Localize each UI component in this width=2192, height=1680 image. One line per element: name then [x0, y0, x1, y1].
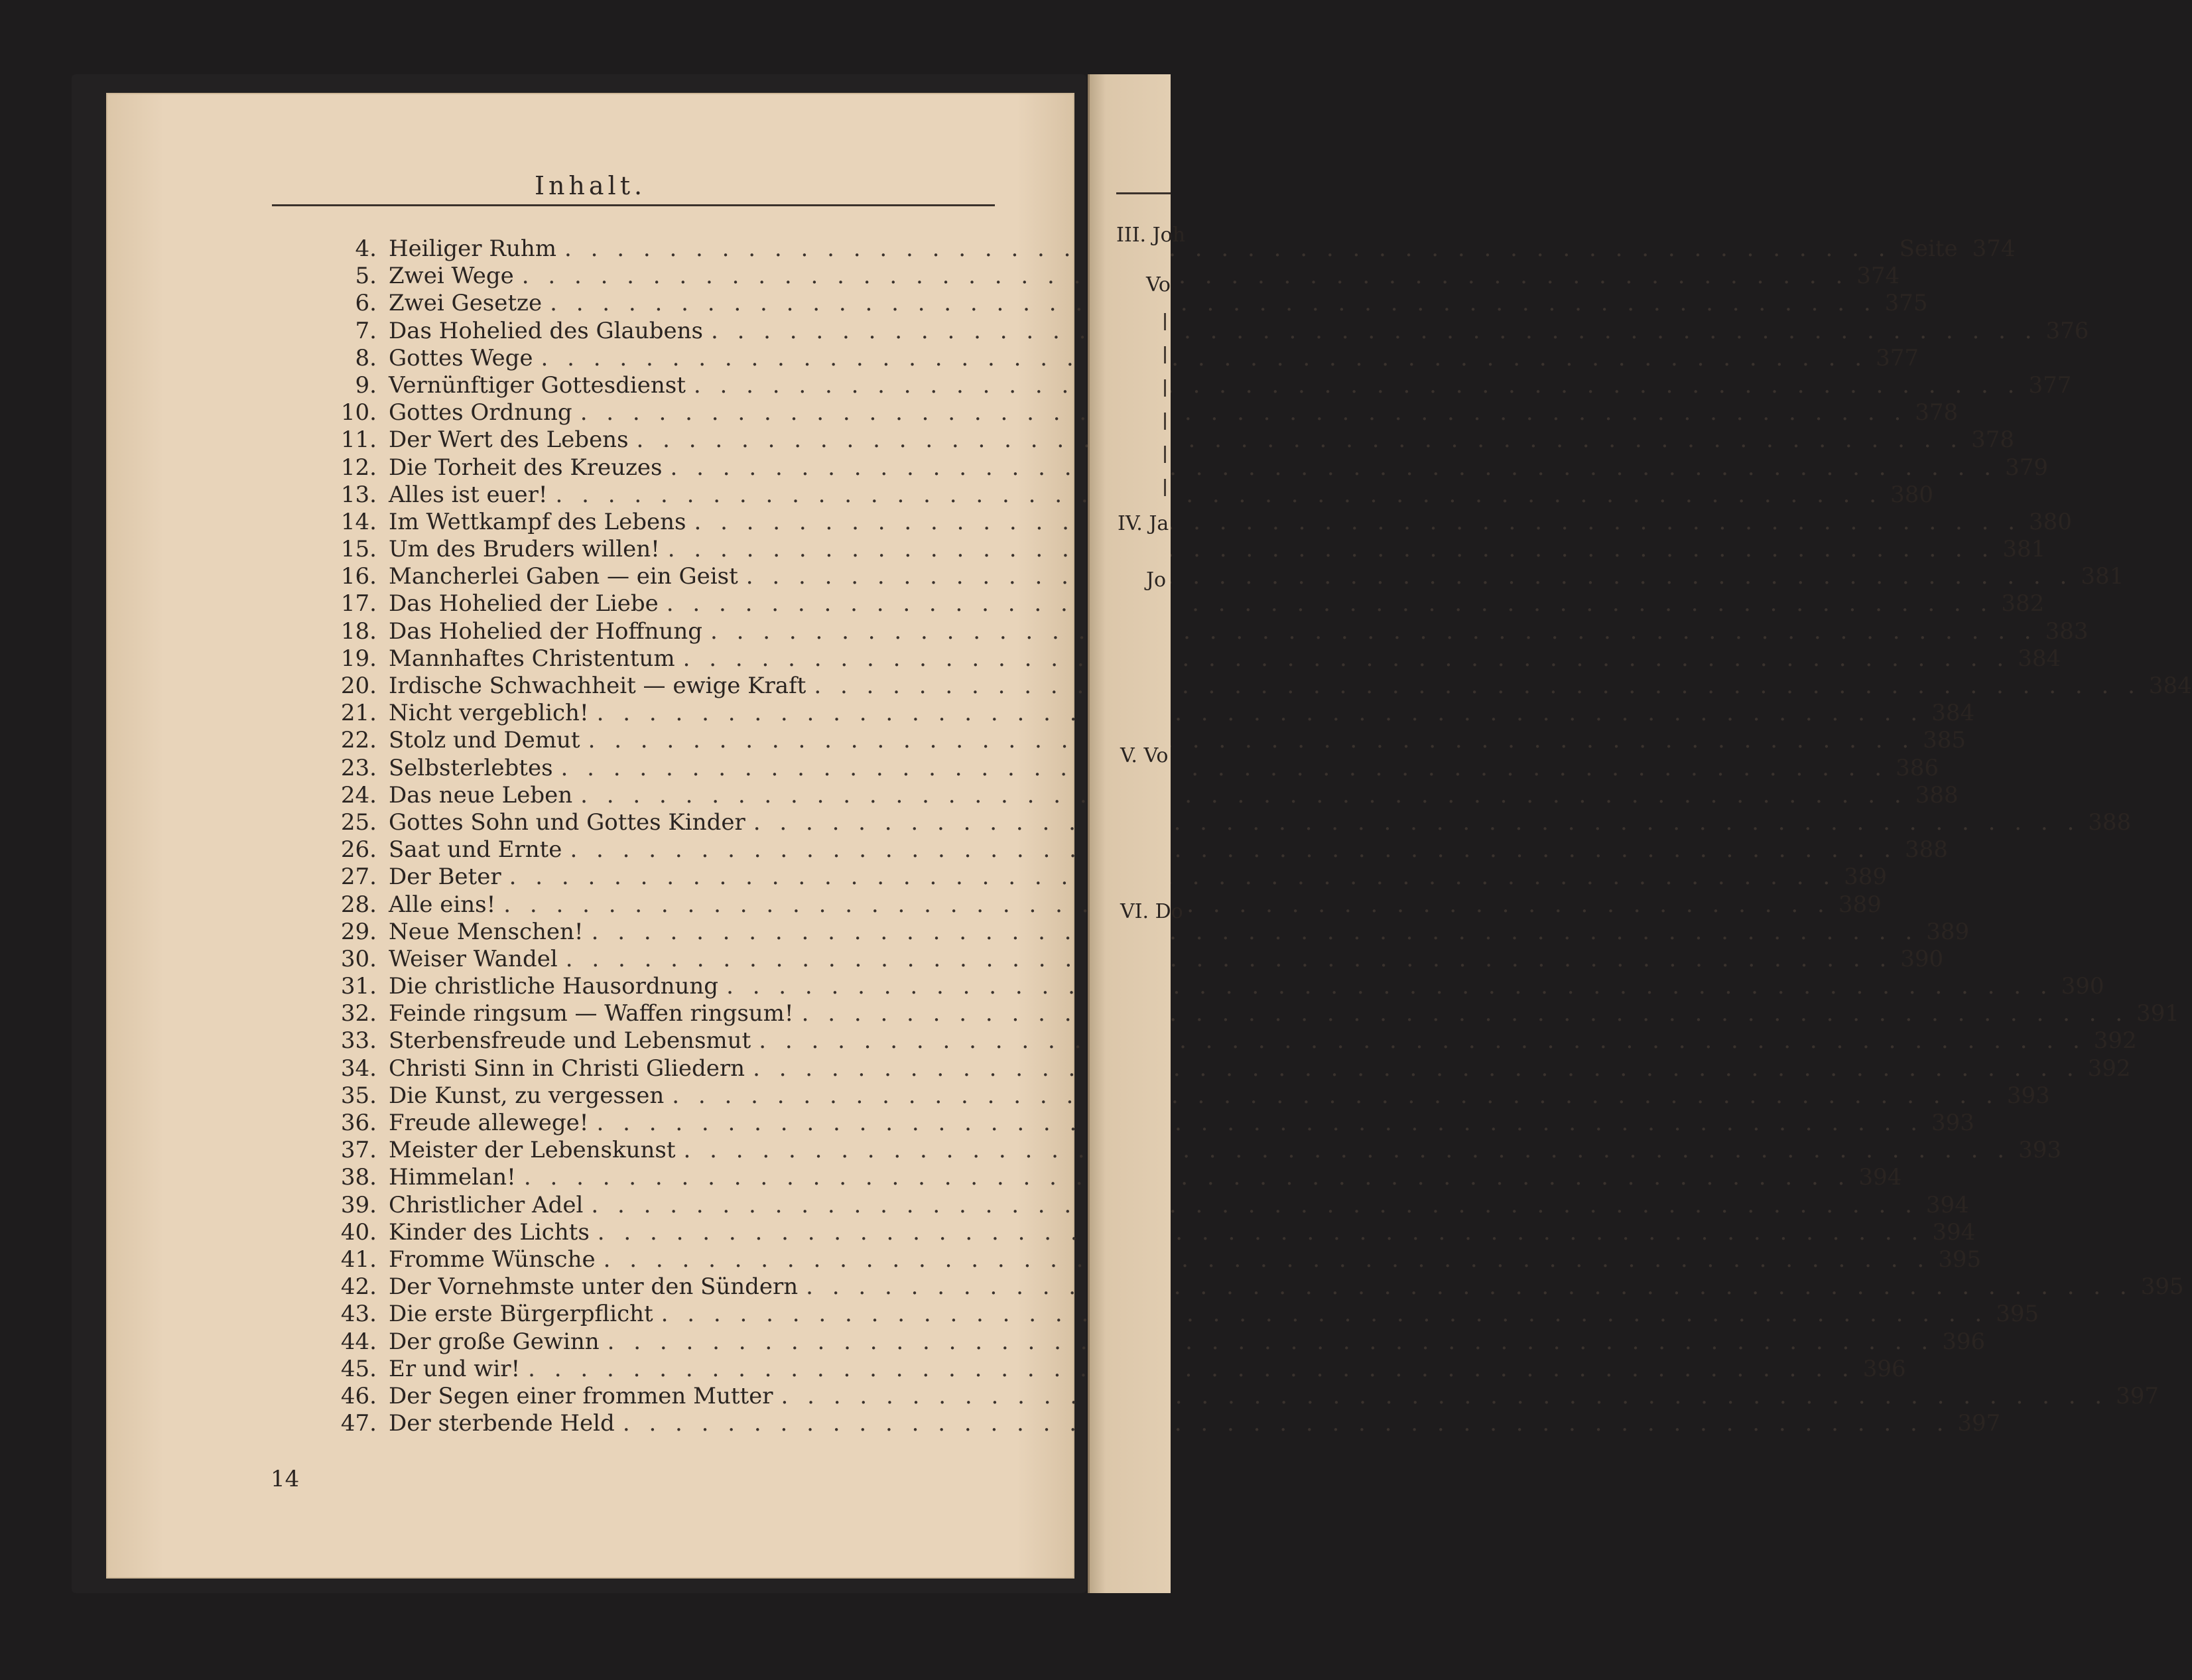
toc-entry-number: 6. [355, 290, 377, 317]
toc-entry-title: Meister der Lebenskunst [389, 1137, 676, 1164]
toc-entry-page: 394 [1858, 1164, 1902, 1191]
toc-leader-dots [683, 645, 2010, 672]
facing-page-mark [1164, 413, 1166, 430]
toc-entry-page: 397 [2116, 1382, 2160, 1409]
toc-entry-number: 31. [340, 973, 377, 1000]
toc-entry-title: Weiser Wandel [389, 945, 558, 972]
toc-entry-page: 384 [2148, 673, 2192, 699]
toc-entry-page: 395 [1938, 1246, 1982, 1273]
toc-entry [318, 481, 1934, 509]
toc-leader-dots [598, 1219, 1925, 1246]
toc-entry [318, 344, 1919, 372]
toc-entry [318, 317, 2089, 345]
toc-leader-dots [597, 700, 1924, 726]
toc-entry [318, 918, 1970, 946]
facing-page-rule [1116, 192, 1171, 194]
toc-entry-title: Nicht vergeblich! [389, 700, 589, 727]
toc-entry-number: 7. [355, 317, 377, 344]
toc-entry [318, 945, 1944, 973]
toc-entry-title: Die Kunst, zu vergessen [389, 1082, 665, 1109]
toc-entry [318, 290, 1928, 317]
toc-entry-page: 393 [2006, 1082, 2050, 1109]
toc-entry-page: 379 [2005, 454, 2048, 481]
facing-page-label: Jo [1146, 568, 1167, 592]
toc-entry-number: 15. [340, 536, 377, 563]
toc-entry-page: 384 [2018, 645, 2061, 672]
toc-entry-number: 47. [340, 1410, 377, 1437]
toc-entry-page: 386 [1896, 754, 1939, 781]
toc-entry [318, 536, 2046, 563]
toc-entry-title: Die Torheit des Kreuzes [389, 454, 663, 481]
facing-page-edge [1088, 74, 1186, 1593]
toc-entry-title: Der Wert des Lebens [389, 426, 629, 454]
toc-entry-title: Alle eins! [389, 891, 496, 918]
toc-leader-dots [668, 536, 1995, 562]
toc-entry-title: Der Vornehmste unter den Sündern [389, 1273, 799, 1301]
toc-entry-number: 34. [340, 1055, 377, 1082]
toc-entry-number: 21. [340, 700, 377, 727]
toc-leader-dots [711, 318, 2038, 344]
toc-entry-page: 397 [1957, 1410, 2001, 1437]
facing-page-mark [1164, 379, 1166, 397]
toc-entry-number: 17. [340, 590, 377, 617]
toc-seite-label: Seite [1899, 235, 1958, 262]
toc-entry-number: 36. [340, 1110, 377, 1136]
toc-entry-number: 23. [340, 754, 377, 781]
toc-entry-title: Die christliche Hausordnung [389, 973, 719, 1000]
toc-leader-dots [564, 235, 1892, 262]
toc-entry-page: 383 [2045, 617, 2089, 645]
toc-entry-number: 43. [340, 1301, 377, 1328]
toc-entry-number: 26. [340, 836, 377, 864]
toc-leader-dots [580, 782, 1907, 808]
toc-leader-dots [637, 426, 1964, 453]
toc-entry [318, 1301, 2039, 1328]
toc-entry [318, 781, 1959, 809]
toc-leader-dots [814, 673, 2141, 699]
toc-leader-dots [608, 1328, 1935, 1355]
toc-entry-number: 41. [340, 1246, 377, 1273]
toc-entry [318, 645, 2061, 673]
toc-entry [318, 426, 2015, 454]
toc-entry-title: Heiliger Ruhm [389, 235, 556, 262]
toc-entry-page: 393 [2018, 1137, 2061, 1164]
toc-entry [318, 1410, 2001, 1437]
header-rule [272, 204, 995, 206]
toc-entry-page: 393 [1931, 1110, 1974, 1136]
toc-leader-dots [759, 1027, 2086, 1054]
toc-entry-page: 380 [1890, 481, 1934, 508]
toc-leader-dots [524, 1164, 1851, 1191]
toc-entry-page: 396 [1942, 1328, 1986, 1355]
toc-entry-title: Vernünftiger Gottesdienst [389, 371, 686, 399]
facing-page-mark [1164, 446, 1166, 463]
toc-leader-dots [596, 1110, 1923, 1136]
toc-entry-title: Christi Sinn in Christi Gliedern [389, 1055, 745, 1082]
toc-leader-dots [604, 1246, 1931, 1273]
toc-leader-dots [753, 1055, 2080, 1082]
toc-entry-number: 19. [340, 645, 377, 672]
toc-leader-dots [694, 372, 2021, 399]
toc-entry-number: 14. [340, 508, 377, 535]
toc-entry [318, 1000, 2180, 1027]
toc-entry [318, 673, 2192, 700]
toc-entry-page: 390 [2061, 973, 2104, 1000]
toc-leader-dots [753, 809, 2081, 836]
toc-entry-number: 33. [340, 1027, 377, 1055]
toc-leader-dots [672, 1082, 1999, 1109]
toc-entry-title: Gottes Ordnung [389, 399, 572, 426]
toc-entry-number: 40. [340, 1218, 377, 1246]
toc-entry-page: 385 [1923, 727, 1966, 754]
toc-leader-dots [623, 1410, 1950, 1437]
toc-entry-number: 35. [340, 1082, 377, 1109]
toc-entry-number: 13. [340, 481, 377, 508]
toc-leader-dots [580, 399, 1907, 426]
toc-leader-dots [509, 864, 1837, 890]
toc-leader-dots [528, 1356, 1855, 1382]
toc-entry-number: 42. [340, 1273, 377, 1301]
toc-entry-title: Die erste Bürgerpflicht [389, 1301, 653, 1328]
toc-entry-page: 380 [2029, 508, 2072, 535]
toc-entry-number: 22. [340, 727, 377, 754]
toc-entry-title: Selbsterlebtes [389, 754, 553, 781]
toc-entry [318, 1164, 1902, 1191]
toc-entry-title: Kinder des Lichts [389, 1218, 590, 1246]
toc-entry-number: 20. [340, 673, 377, 699]
toc-entry-number: 27. [340, 864, 377, 891]
toc-entry-title: Er und wir! [389, 1355, 521, 1382]
toc-entry-title: Mannhaftes Christentum [389, 645, 675, 672]
toc-entry [318, 1055, 2131, 1082]
toc-entry-number: 5. [355, 263, 377, 290]
toc-entry-page: 395 [2140, 1273, 2184, 1301]
toc-entry-page: 391 [2136, 1000, 2180, 1027]
toc-entry-page: 375 [1884, 290, 1928, 317]
toc-entry [318, 1273, 2184, 1301]
toc-entry [318, 371, 2072, 399]
toc-entry-page: 392 [2087, 1055, 2131, 1082]
toc-entry-title: Feinde ringsum — Waffen ringsum! [389, 1000, 794, 1027]
toc-entry-number: 29. [340, 918, 377, 945]
toc-entry-title: Mancherlei Gaben — ein Geist [389, 563, 738, 590]
toc-entry [318, 1355, 1906, 1383]
toc-entry-title: Gottes Sohn und Gottes Kinder [389, 808, 745, 836]
toc-entry-number: 11. [340, 426, 377, 454]
toc-entry-page: 378 [1971, 426, 2015, 454]
toc-entry-page: 374 [1972, 235, 2016, 262]
toc-entry [318, 808, 2132, 836]
toc-entry [318, 1191, 1969, 1219]
toc-entry-title: Freude allewege! [389, 1110, 589, 1136]
toc-entry-page: 381 [2081, 563, 2124, 590]
toc-entry [318, 590, 2045, 617]
facing-page-mark [1164, 313, 1166, 330]
toc-leader-dots [592, 919, 1919, 945]
toc-leader-dots [670, 454, 1997, 481]
toc-entry-title: Das Hohelied des Glaubens [389, 317, 703, 344]
toc-entry-title: Das Hohelied der Hoffnung [389, 617, 703, 645]
toc-leader-dots [570, 836, 1897, 863]
facing-page-label: III. Joh [1116, 224, 1186, 247]
toc-entry-number: 10. [340, 399, 377, 426]
toc-entry-page: 392 [2093, 1027, 2137, 1055]
toc-entry-title: Gottes Wege [389, 344, 533, 371]
toc-entry-number: 4. [355, 235, 377, 262]
toc-entry-number: 9. [355, 371, 377, 399]
toc-entry-title: Himmelan! [389, 1164, 516, 1191]
toc-leader-dots [802, 1000, 2129, 1027]
toc-entry-title: Der sterbende Held [389, 1410, 615, 1437]
toc-entry-title: Um des Bruders willen! [389, 536, 660, 563]
toc-entry-title: Zwei Gesetze [389, 290, 543, 317]
page-title: Inhalt. [534, 171, 647, 200]
toc-entry-number: 32. [340, 1000, 377, 1027]
toc-entry-number: 25. [340, 808, 377, 836]
toc-entry-title: Im Wettkampf des Lebens [389, 508, 686, 535]
toc-entry-page: 377 [1876, 344, 1919, 371]
toc-leader-dots [746, 563, 2073, 590]
toc-entry-page: 388 [1905, 836, 1948, 864]
toc-entry-title: Zwei Wege [389, 263, 514, 290]
toc-leader-dots [781, 1383, 2108, 1409]
toc-entry [318, 1218, 1976, 1246]
toc-entry-page: 396 [1862, 1355, 1906, 1382]
facing-page-label: Vo [1146, 273, 1171, 296]
toc-leader-dots [556, 482, 1883, 508]
facing-page-mark [1164, 479, 1166, 496]
toc-entry-title: Der Beter [389, 864, 501, 891]
toc-entry-page: 376 [2045, 317, 2089, 344]
toc-leader-dots [726, 973, 2053, 1000]
toc-entry-page: 394 [1932, 1218, 1976, 1246]
toc-entry [318, 1382, 2160, 1410]
toc-leader-dots [667, 590, 1994, 617]
toc-entry-page: 382 [2001, 590, 2045, 617]
toc-entry-number: 38. [340, 1164, 377, 1191]
toc-entry [318, 454, 2048, 482]
facing-page-mark [1164, 346, 1166, 363]
toc-entry-title: Stolz und Demut [389, 727, 580, 754]
toc-leader-dots [588, 727, 1915, 753]
toc-entry-title: Das Hohelied der Liebe [389, 590, 659, 617]
toc-entry [318, 1027, 2137, 1055]
toc-leader-dots [522, 263, 1849, 289]
toc-leader-dots [566, 946, 1893, 972]
toc-entry-title: Irdische Schwachheit — ewige Kraft [389, 673, 806, 699]
toc-entry [318, 973, 2104, 1000]
toc-entry [318, 864, 1888, 891]
toc-entry-number: 24. [340, 781, 377, 808]
toc-entry-number: 28. [340, 891, 377, 918]
toc-entry-page: 389 [1844, 864, 1888, 891]
toc-entry [318, 700, 1975, 727]
toc-leader-dots [694, 509, 2021, 535]
toc-entry [318, 1137, 2061, 1164]
toc-entry-number: 18. [340, 617, 377, 645]
toc-entry-number: 39. [340, 1191, 377, 1218]
toc-entry-page: 374 [1856, 263, 1900, 290]
toc-entry-title: Der große Gewinn [389, 1328, 600, 1355]
toc-entry [318, 1246, 1982, 1273]
toc-entry [318, 1082, 2050, 1110]
toc-entry-number: 44. [340, 1328, 377, 1355]
toc-entry [318, 836, 1948, 864]
toc-leader-dots [561, 755, 1888, 781]
toc-entry-page: 394 [1925, 1191, 1969, 1218]
toc-entry-page: 384 [1931, 700, 1975, 727]
toc-entry [318, 1328, 1986, 1356]
toc-entry [318, 1110, 1974, 1137]
toc-entry-number: 16. [340, 563, 377, 590]
toc-leader-dots [541, 345, 1868, 371]
toc-entry-number: 37. [340, 1137, 377, 1164]
facing-page-label: V. Vo [1120, 744, 1169, 767]
toc-entry-page: 388 [2088, 808, 2132, 836]
toc-entry-page: 389 [1926, 918, 1970, 945]
toc-entry-title: Fromme Wünsche [389, 1246, 596, 1273]
page-folio: 14 [271, 1466, 300, 1492]
toc-leader-dots [661, 1301, 1988, 1327]
toc-entry-number: 45. [340, 1355, 377, 1382]
toc-leader-dots [710, 618, 2037, 645]
toc-entry-title: Das neue Leben [389, 781, 573, 808]
toc-entry-title: Der Segen einer frommen Mutter [389, 1382, 773, 1409]
toc-entry-page: 388 [1915, 781, 1959, 808]
toc-leader-dots [591, 1192, 1918, 1218]
facing-page-label: VI. Do [1120, 900, 1183, 923]
toc-entry-number: 8. [355, 344, 377, 371]
toc-entry-page: 381 [2002, 536, 2046, 563]
toc-leader-dots [684, 1137, 2011, 1163]
toc-entry-page: 390 [1900, 945, 1944, 972]
toc-entry [318, 727, 1966, 754]
toc-entry [318, 399, 1959, 426]
toc-entry-title: Neue Menschen! [389, 918, 584, 945]
toc-entry-number: 30. [340, 945, 377, 972]
toc-entry-title: Saat und Ernte [389, 836, 562, 864]
toc-entry-title: Christlicher Adel [389, 1191, 584, 1218]
toc-entry-page: 377 [2028, 371, 2072, 399]
toc-entry-title: Sterbensfreude und Lebensmut [389, 1027, 751, 1055]
toc-leader-dots [550, 290, 1877, 316]
toc-entry-number: 12. [340, 454, 377, 481]
toc-entry-title: Alles ist euer! [389, 481, 548, 508]
toc-entry-page: 378 [1915, 399, 1959, 426]
facing-page-label: IV. Ja [1118, 512, 1169, 535]
toc-entry [318, 617, 2089, 645]
toc-leader-dots [806, 1273, 2133, 1300]
toc-entry-page: 395 [1996, 1301, 2039, 1328]
toc-entry-page: 389 [1838, 891, 1882, 918]
toc-entry-number: 46. [340, 1382, 377, 1409]
